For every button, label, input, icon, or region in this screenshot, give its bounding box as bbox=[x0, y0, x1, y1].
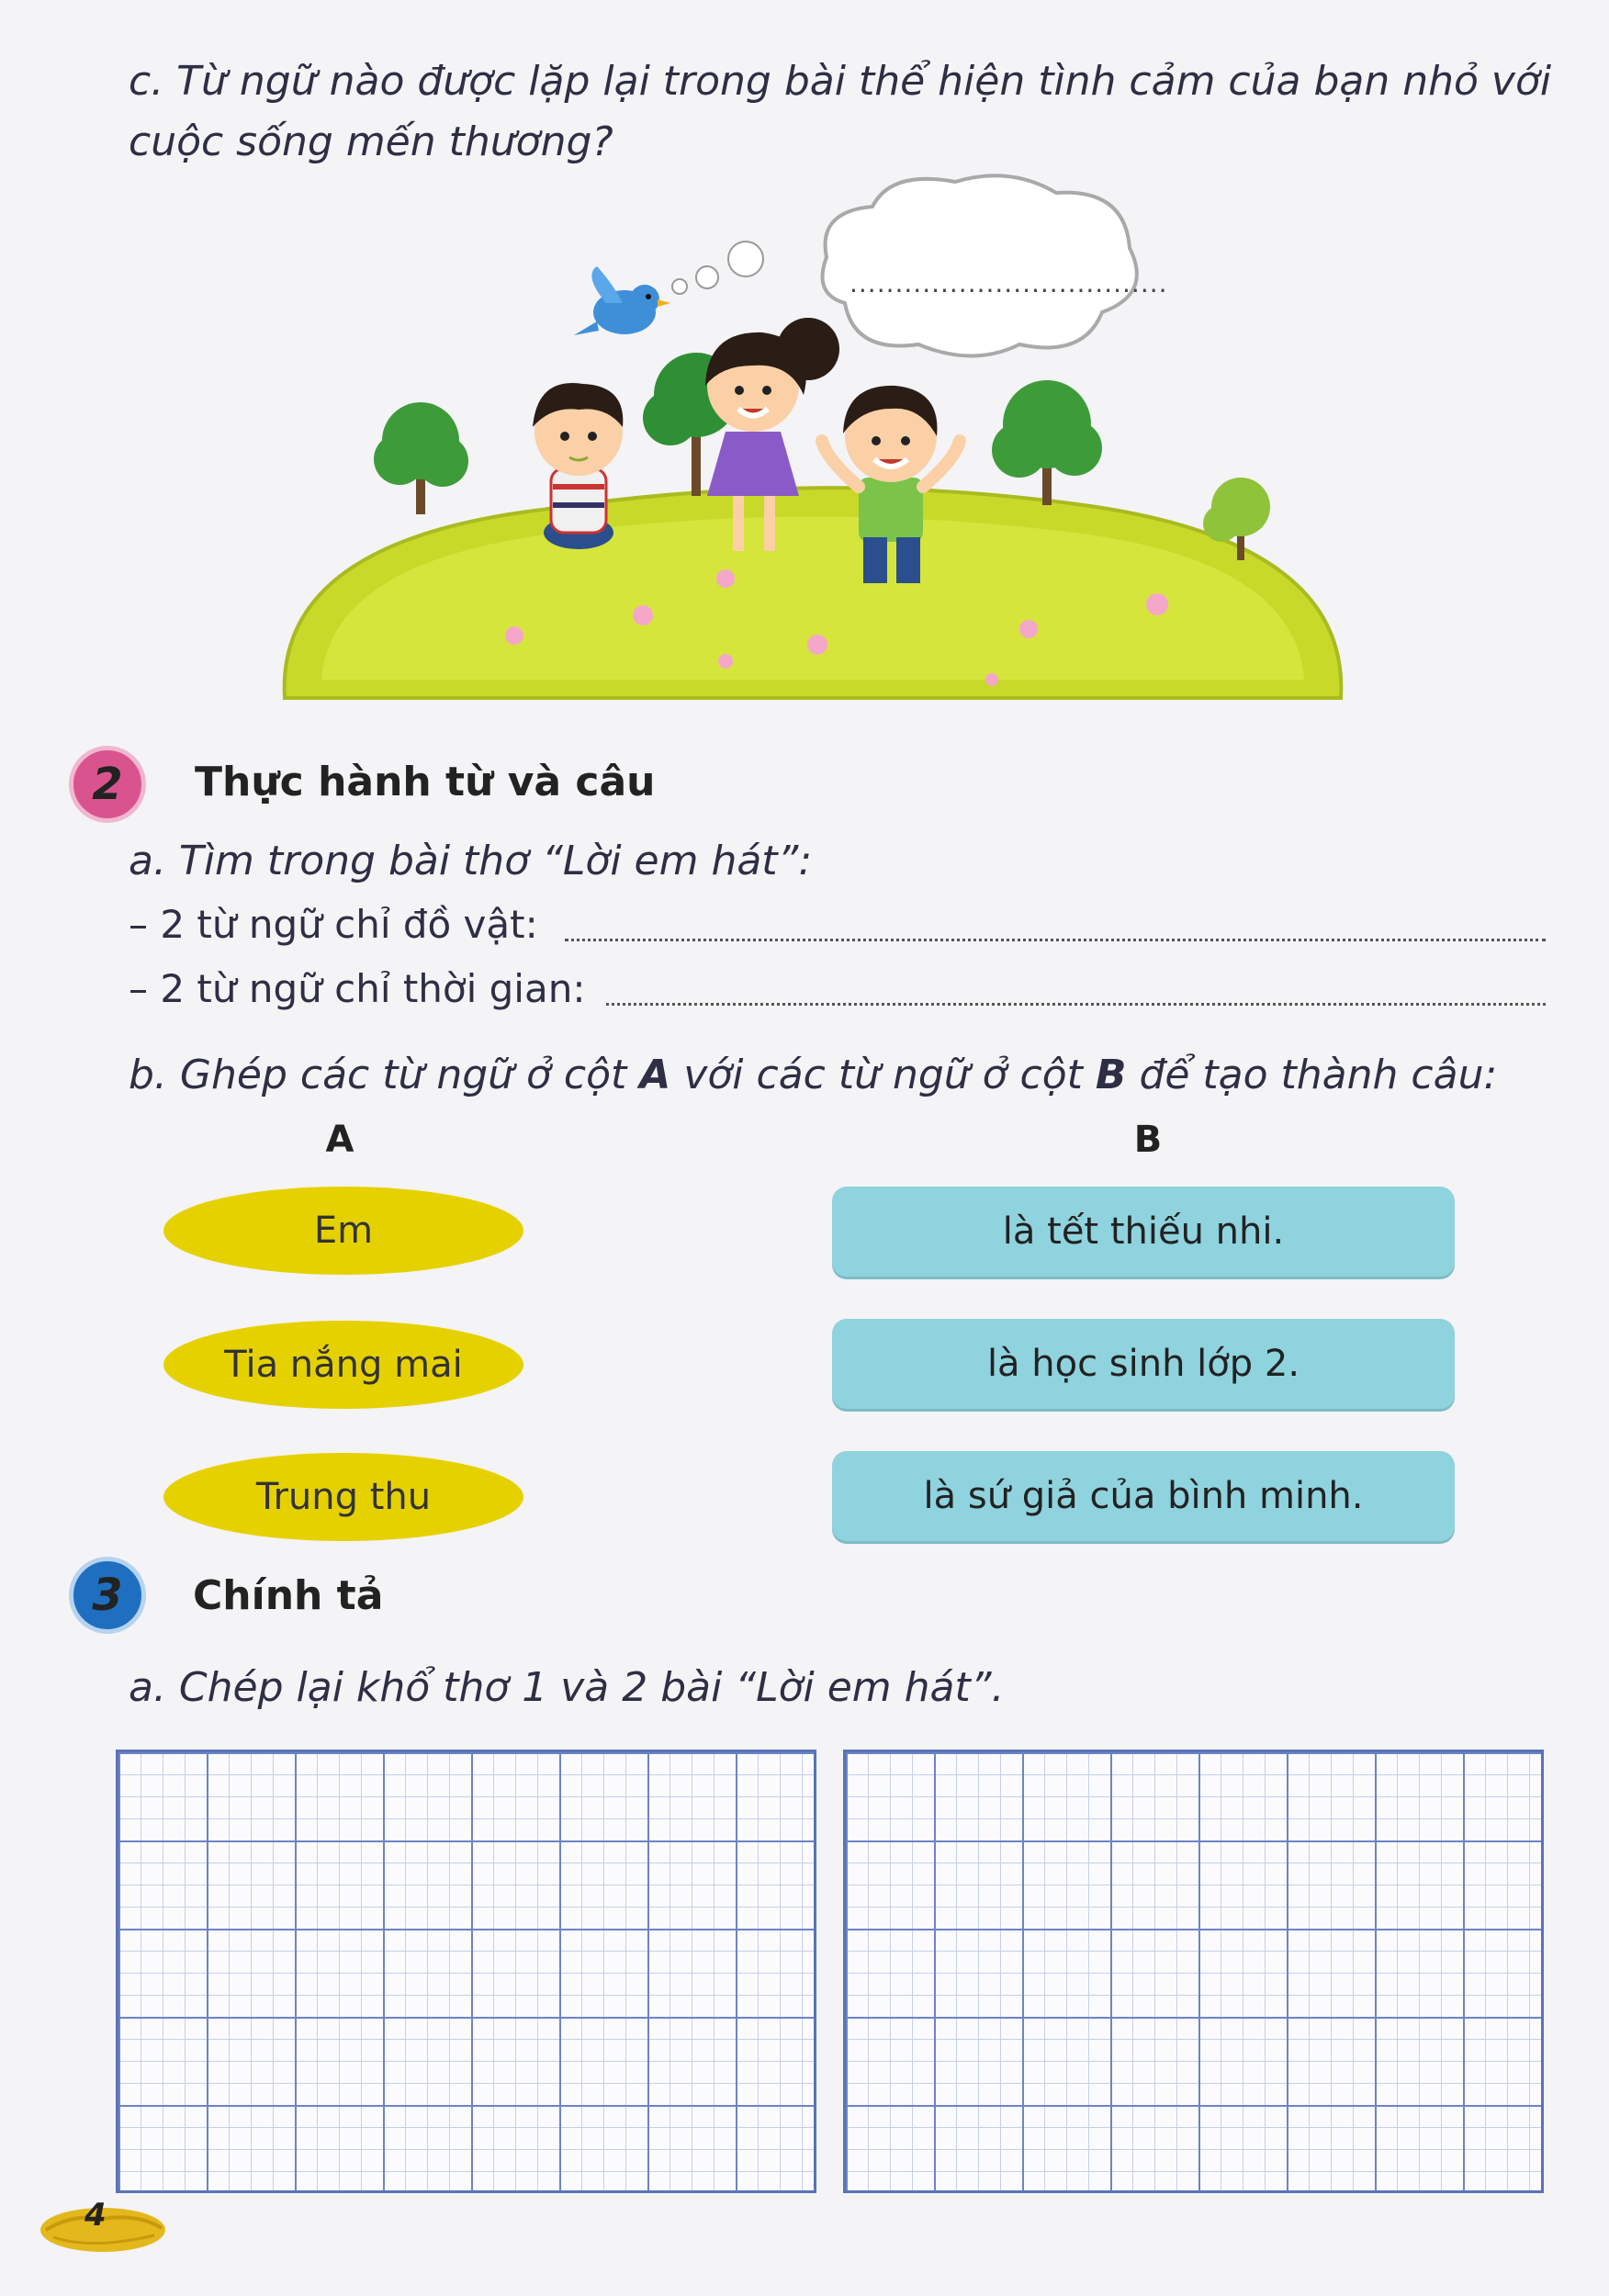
column-b-item[interactable] bbox=[832, 1319, 1455, 1409]
column-b-header: B bbox=[1133, 1119, 1163, 1161]
section-2-number: 2 bbox=[92, 759, 123, 810]
section-2-title: Thực hành từ và câu bbox=[195, 759, 656, 805]
column-a-item[interactable] bbox=[163, 1321, 523, 1409]
item-time-label: – 2 từ ngữ chỉ thời gian: bbox=[129, 966, 586, 1011]
question-c-line2: cuộc sống mến thương? bbox=[129, 118, 613, 165]
column-a-item-label: Trung thu bbox=[255, 1476, 432, 1518]
question-c bbox=[129, 51, 1580, 173]
answer-line-time[interactable] bbox=[606, 1003, 1546, 1006]
bird-icon bbox=[574, 266, 670, 335]
section-2-part-a-prompt: a. Tìm trong bài thơ “Lời em hát”: bbox=[129, 838, 813, 884]
tree-icon bbox=[992, 380, 1102, 505]
question-c-line1: c. Từ ngữ nào được lặp lại trong bài thể hiện tình cảm của bạn nhỏ với bbox=[129, 58, 1552, 105]
section-3-title: Chính tả bbox=[193, 1572, 384, 1619]
section-3-part-a-prompt: a. Chép lại khổ thơ 1 và 2 bài “Lời em hát”. bbox=[129, 1664, 1005, 1711]
part-b-suffix: để tạo thành câu: bbox=[1126, 1052, 1498, 1098]
thought-bubble-icon bbox=[808, 165, 1168, 367]
page-number: 4 bbox=[84, 2197, 107, 2234]
writing-grid-left[interactable] bbox=[116, 1750, 816, 2193]
column-b-item[interactable] bbox=[832, 1451, 1455, 1541]
column-b-item-label: là tết thiếu nhi. bbox=[1002, 1210, 1285, 1253]
part-b-mid: với các từ ngữ ở cột bbox=[670, 1052, 1096, 1098]
column-b-item[interactable] bbox=[832, 1187, 1455, 1277]
thought-bubble-placeholder: ................................... bbox=[850, 268, 1168, 298]
section-2-badge bbox=[69, 746, 146, 823]
section-3-number: 3 bbox=[92, 1570, 123, 1621]
item-objects-label: – 2 từ ngữ chỉ đồ vật: bbox=[129, 902, 538, 947]
section-3-badge bbox=[69, 1557, 146, 1634]
writing-grid-right[interactable] bbox=[843, 1750, 1544, 2193]
column-a-header: A bbox=[325, 1119, 354, 1161]
column-b-item-label: là học sinh lớp 2. bbox=[986, 1343, 1300, 1385]
column-a-item[interactable] bbox=[163, 1187, 523, 1275]
answer-line-objects[interactable] bbox=[565, 939, 1546, 941]
tree-icon bbox=[374, 402, 468, 514]
column-a-item-label: Em bbox=[313, 1210, 374, 1252]
part-b-col-b: B bbox=[1095, 1052, 1127, 1098]
column-b-item-label: là sứ giả của bình minh. bbox=[923, 1475, 1364, 1517]
part-b-col-a: A bbox=[639, 1052, 671, 1098]
part-b-prefix: b. Ghép các từ ngữ ở cột bbox=[129, 1052, 640, 1098]
section-2-part-b-prompt bbox=[129, 1045, 1497, 1106]
column-a-item[interactable] bbox=[163, 1453, 523, 1541]
column-a-item-label: Tia nắng mai bbox=[224, 1344, 463, 1386]
